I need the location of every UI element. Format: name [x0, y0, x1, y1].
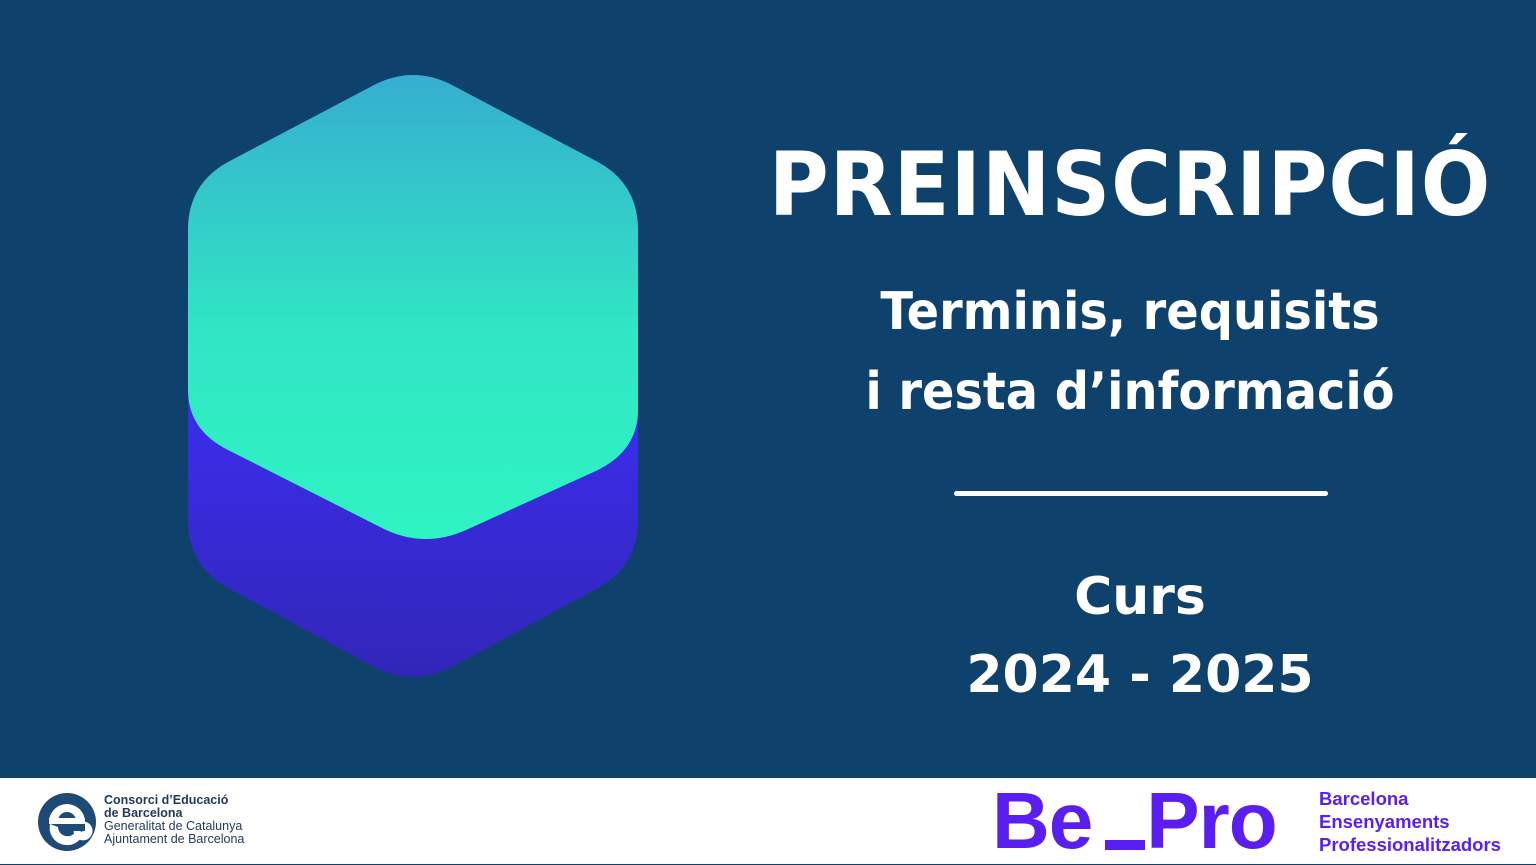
consorci-e-icon [36, 791, 98, 853]
course-label: Curs [1074, 567, 1206, 627]
hero-text [740, 120, 1520, 432]
bepro-underscore [1105, 840, 1145, 850]
bepro-desc-line-1: Barcelona [1319, 788, 1409, 809]
consorci-line-3: Generalitat de Catalunya [104, 819, 243, 833]
subtitle-line-1: Terminis, requisits [880, 282, 1380, 342]
footer-logos [0, 778, 1536, 864]
course-info [940, 558, 1340, 714]
bepro-desc-line-3: Professionalitzadors [1319, 834, 1501, 855]
subtitle [771, 272, 1489, 432]
consorci-line-2: de Barcelona [104, 806, 183, 820]
consorci-text [104, 794, 304, 846]
bepro-word-pro: Pro [1146, 776, 1277, 865]
subtitle-line-2: i resta d’informació [865, 362, 1395, 422]
consorci-line-4: Ajuntament de Barcelona [104, 832, 245, 846]
bepro-word-be: Be [992, 776, 1093, 865]
bepro-desc-line-2: Ensenyaments [1319, 811, 1450, 832]
divider [954, 491, 1328, 496]
bepro-wordmark [992, 778, 1277, 864]
hexagon-graphic [186, 72, 640, 680]
consorci-line-1: Consorci d’Educació [104, 793, 229, 807]
page-title: PREINSCRIPCIÓ [768, 133, 1492, 236]
course-years: 2024 - 2025 [966, 645, 1314, 705]
bepro-logo [992, 776, 1532, 865]
bepro-description [1319, 787, 1536, 856]
consorci-educacio-logo [36, 791, 296, 853]
